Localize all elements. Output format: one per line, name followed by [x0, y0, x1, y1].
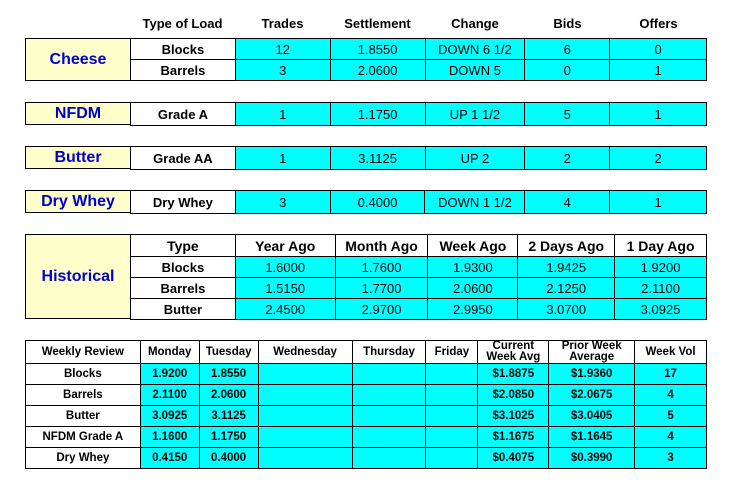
cell: 2.1250 [518, 278, 615, 299]
table-row [131, 147, 707, 170]
header-cell: Month Ago [335, 235, 428, 257]
cell: 0.4000 [330, 191, 425, 214]
header-cell: Friday [426, 341, 478, 364]
cell: 3.1125 [330, 147, 425, 170]
table-row [131, 39, 707, 60]
table-row [26, 406, 707, 427]
header-cell: Week Vol [635, 341, 707, 364]
butter-label: Butter [25, 146, 131, 169]
header-cell: Prior Week Average [549, 341, 635, 364]
cell: 3 [235, 60, 330, 81]
cell [426, 385, 478, 406]
cell [258, 364, 352, 385]
cell [426, 406, 478, 427]
cell: 1.6000 [235, 257, 335, 278]
header-trades: Trades [261, 16, 304, 31]
header-cell: Year Ago [235, 235, 335, 257]
header-change: Change [451, 16, 499, 31]
cheese-table [130, 38, 707, 81]
header-type-of-load: Type of Load [142, 16, 223, 31]
weekly-review-table [25, 340, 707, 469]
cell: 1.1750 [330, 103, 425, 126]
cell: 3.0700 [518, 299, 615, 320]
cell: 2.1100 [615, 278, 707, 299]
table-row [131, 60, 707, 81]
cell: 4 [635, 427, 707, 448]
cell: $0.4075 [478, 448, 549, 469]
cell: $3.1025 [478, 406, 549, 427]
table-row [26, 427, 707, 448]
header-cell: 1 Day Ago [615, 235, 707, 257]
header-cell: Weekly Review [26, 341, 141, 364]
cell [352, 364, 426, 385]
cell [426, 448, 478, 469]
header-cell: Week Ago [428, 235, 518, 257]
cell: Grade AA [131, 147, 236, 170]
cell: DOWN 5 [425, 60, 525, 81]
cell: 2 [610, 147, 707, 170]
cell: 3.0925 [140, 406, 199, 427]
cell: 0.4150 [140, 448, 199, 469]
cell: 3 [635, 448, 707, 469]
table-header-row [26, 341, 707, 364]
cell: 1.9200 [615, 257, 707, 278]
cell: 5 [635, 406, 707, 427]
cell: 2.1100 [140, 385, 199, 406]
cell: 6 [525, 39, 610, 60]
cheese-label: Cheese [25, 38, 131, 81]
cell: 2.4500 [235, 299, 335, 320]
cell: 1.5150 [235, 278, 335, 299]
cell: 1 [610, 191, 707, 214]
cell: 0 [610, 39, 707, 60]
cell: 2 [525, 147, 610, 170]
header-offers: Offers [639, 16, 678, 31]
cell: 1.7600 [335, 257, 428, 278]
cell [352, 427, 426, 448]
cell [352, 448, 426, 469]
cell: 1 [235, 147, 330, 170]
cell: 1.9200 [140, 364, 199, 385]
table-row [131, 257, 707, 278]
cell: $1.1675 [478, 427, 549, 448]
cell: 2.9700 [335, 299, 428, 320]
historical-table [130, 234, 707, 320]
cell: NFDM Grade A [26, 427, 141, 448]
cell: 3 [235, 191, 330, 214]
cell: 4 [525, 191, 610, 214]
cell [258, 448, 352, 469]
header-cell: Current Week Avg [478, 341, 549, 364]
cell: 0.4000 [199, 448, 258, 469]
cell: Blocks [131, 39, 236, 60]
cell [258, 385, 352, 406]
cell: DOWN 6 1/2 [425, 39, 525, 60]
cell: Butter [131, 299, 236, 320]
table-row [131, 103, 707, 126]
cell [426, 364, 478, 385]
cell: 2.0600 [428, 278, 518, 299]
table-row [26, 385, 707, 406]
cell: UP 2 [425, 147, 525, 170]
cell: 1.8550 [199, 364, 258, 385]
table-row [26, 364, 707, 385]
header-cell: Monday [140, 341, 199, 364]
historical-label: Historical [25, 234, 131, 319]
cell [426, 427, 478, 448]
cell: 5 [525, 103, 610, 126]
nfdm-table [130, 102, 707, 126]
cell: Blocks [131, 257, 236, 278]
cell [352, 406, 426, 427]
cell [258, 406, 352, 427]
table-row [131, 299, 707, 320]
header-cell: Thursday [352, 341, 426, 364]
cell: 1 [610, 60, 707, 81]
cell: $0.3990 [549, 448, 635, 469]
cell: $1.1645 [549, 427, 635, 448]
header-bids: Bids [553, 16, 582, 31]
cell: 0 [525, 60, 610, 81]
cell [352, 385, 426, 406]
cell: DOWN 1 1/2 [425, 191, 525, 214]
cell: 2.9950 [428, 299, 518, 320]
table-row [26, 448, 707, 469]
cell: 1.7700 [335, 278, 428, 299]
table-row [131, 191, 707, 214]
header-cell: Type [131, 235, 236, 257]
cell: Barrels [131, 278, 236, 299]
cell: Barrels [131, 60, 236, 81]
cell: 1 [610, 103, 707, 126]
cell: $2.0850 [478, 385, 549, 406]
cell: 1.9425 [518, 257, 615, 278]
header-cell: Wednesday [258, 341, 352, 364]
cell: 3.1125 [199, 406, 258, 427]
dry-whey-label: Dry Whey [25, 190, 131, 213]
header-cell: 2 Days Ago [518, 235, 615, 257]
cell: 12 [235, 39, 330, 60]
cell: 1.1600 [140, 427, 199, 448]
cell: 2.0600 [330, 60, 425, 81]
header-settlement: Settlement [344, 16, 411, 31]
cell: $2.0675 [549, 385, 635, 406]
cell: 1.1750 [199, 427, 258, 448]
cell: 17 [635, 364, 707, 385]
cell: $3.0405 [549, 406, 635, 427]
cell: 1.9300 [428, 257, 518, 278]
cell [258, 427, 352, 448]
dry-whey-table [130, 190, 707, 214]
cell: 3.0925 [615, 299, 707, 320]
butter-table [130, 146, 707, 170]
cell: Barrels [26, 385, 141, 406]
cell: $1.9360 [549, 364, 635, 385]
cell: 4 [635, 385, 707, 406]
cell: Dry Whey [26, 448, 141, 469]
cell: 1.8550 [330, 39, 425, 60]
cell: 2.0600 [199, 385, 258, 406]
cell: Blocks [26, 364, 141, 385]
table-header-row [131, 235, 707, 257]
header-cell: Tuesday [199, 341, 258, 364]
table-row [131, 278, 707, 299]
cell: 1 [235, 103, 330, 126]
cell: $1.8875 [478, 364, 549, 385]
cell: Butter [26, 406, 141, 427]
cell: Grade A [131, 103, 236, 126]
cell: UP 1 1/2 [425, 103, 525, 126]
cell: Dry Whey [131, 191, 236, 214]
nfdm-label: NFDM [25, 102, 131, 125]
